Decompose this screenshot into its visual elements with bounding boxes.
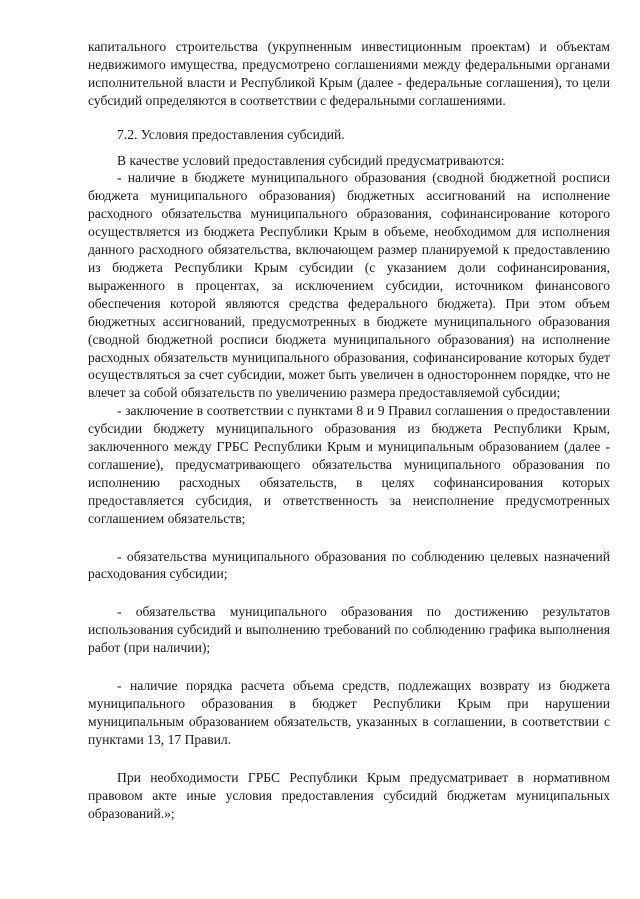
condition-item-3: - обязательства муниципального образования по соблюдению целевых назначений расходования субсидии; (88, 548, 610, 582)
condition-item-4: - обязательства муниципального образования по достижению результатов использования субсидий и выполнению требований по соблюдению графика выполнения работ (при наличии); (88, 604, 610, 656)
conditions-lead: В качестве условий предоставления субсидий предусматриваются: (117, 152, 505, 168)
closing-paragraph: При необходимости ГРБС Республики Крым предусматривает в нормативном правовом акте иные условия предоставления субсидий бюджетам муниципальных образований.»; (88, 769, 610, 821)
condition-item-1: - наличие в бюджете муниципального образования (сводной бюджетной росписи бюджета муниципального образования) бюджетных ассигнований на исполнение расходного обязательства муниципального образования, софинансирование которого осуществляется из бюджета Республики Крым в объеме, необходимом для исполнения данного расходного обязательства, включающем размер планируемой к предоставлению из бюджета Республики Крым субсидии (с указанием доли софинансирования, выраженного в процентах, за исключением субсидии, источником финансового обеспечения которой являются средства федерального бюджета). При этом объем бюджетных ассигнований, предусмотренных в бюджете муниципального образования (сводной бюджетной росписи бюджета муниципального образования) на исполнение расходных обязательств муниципального образования, софинансирование которых будет осуществляться за счет субсидии, может быть увеличен в одностороннем порядке, что не влечет за собой обязательств по увеличению размера предоставляемой субсидии; (88, 170, 610, 401)
intro-paragraph: капитального строительства (укрупненным инвестиционным проектам) и объектам недвижимого имущества, предусмотрено соглашениями между федеральными органами исполнительной власти и Республикой Крым (далее - федеральные соглашения), то цели субсидий определяются в соответствии с федеральными соглашениями. (88, 39, 610, 108)
section-heading: 7.2. Условия предоставления субсидий. (117, 126, 345, 142)
condition-item-5: - наличие порядка расчета объема средств, подлежащих возврату из бюджета муниципального образования в бюджет Республики Крым при нарушении муниципальным образованием обязательств, указанных в соглашении, в соответствии с пунктами 13, 17 Правил. (88, 678, 610, 747)
condition-item-2: - заключение в соответствии с пунктами 8 и 9 Правил соглашения о предоставлении субсидии бюджету муниципального образования из бюджета Республики Крым, заключенного между ГРБС Республики Крым и муниципальным образованием (далее - соглашение), предусматривающего обязательства муниципального образования по исполнению расходных обязательств, в целях софинансирования которых предоставляется субсидия, и ответственность за неисполнение предусмотренных соглашением обязательств; (88, 403, 610, 526)
